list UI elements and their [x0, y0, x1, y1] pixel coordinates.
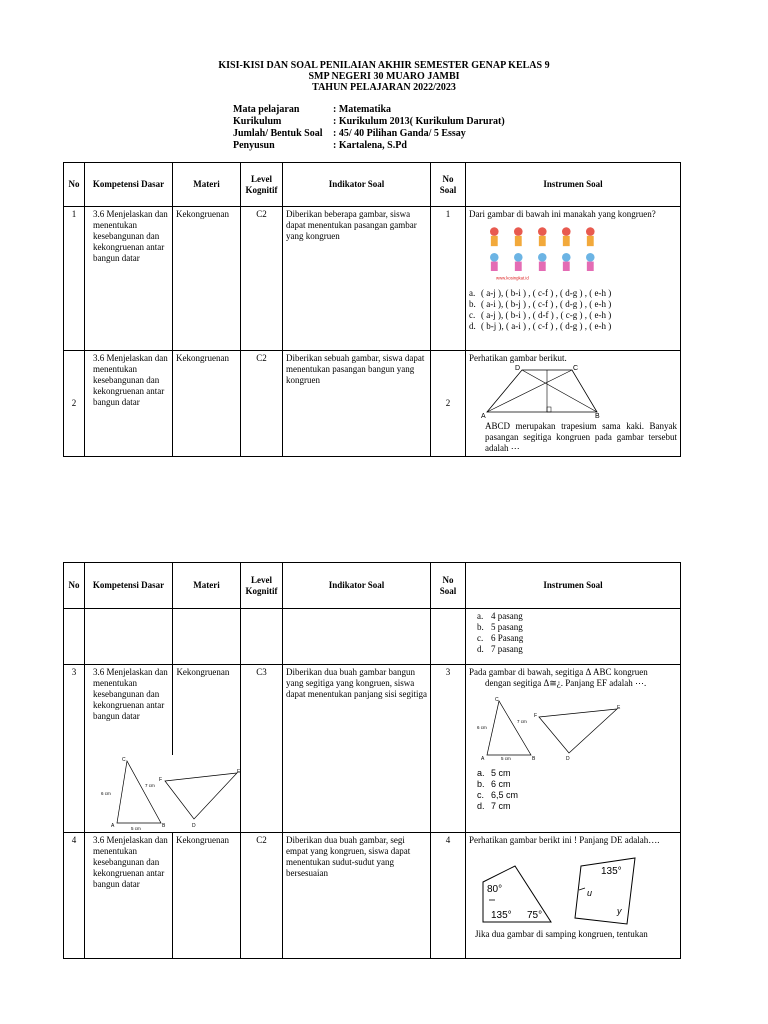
- svg-text:E: E: [617, 705, 621, 711]
- option-c[interactable]: c. ( a-j ), ( b-i ) , ( d-f ) , ( c-g ) , ( e-h ): [469, 310, 612, 320]
- question-text: Dari gambar di bawah ini manakah yang kongruen?: [469, 209, 656, 219]
- col-no: No: [64, 163, 85, 207]
- svg-text:5 cm: 5 cm: [131, 826, 141, 831]
- option-a[interactable]: a. 4 pasang: [477, 611, 523, 621]
- grid-table-2: [63, 562, 681, 959]
- meta-row-curriculum: Kurikulum : Kurikulum 2013( Kurikulum Darurat): [233, 116, 505, 127]
- svg-text:C: C: [122, 757, 126, 763]
- question-text-b: dengan segitiga Δ≅¿. Panjang EF adalah ⋯.: [485, 678, 647, 688]
- svg-text:135°: 135°: [491, 910, 512, 921]
- svg-text:D: D: [566, 756, 570, 762]
- options-list: [469, 288, 677, 332]
- options-list: [469, 768, 677, 812]
- option-a[interactable]: a. ( a-j ), ( b-i ) , ( c-f ) , ( d-g ) , ( e-h ): [469, 288, 612, 298]
- table-row: 2 3.6 Menjelaskan dan menentukan kesebangunan dan kekongruenan antar bangun datar Kekongruenan C2 Diberikan sebuah gambar, siswa dapat menentukan pasangan bangun yang kongruen 2 Perhatikan gambar berikut. A B C D ABCD merupakan trapesium sama kaki. Banyak pasangan segitiga kongruen pada gambar tersebut adalah ⋯: [64, 351, 681, 457]
- grid-table-1: [63, 162, 681, 457]
- instrumen-cell-1: [466, 207, 681, 351]
- col-instrumen: Instrumen Soal: [466, 163, 681, 207]
- meta-row-count: Jumlah/ Bentuk Soal : 45/ 40 Pilihan Ganda/ 5 Essay: [233, 128, 466, 139]
- option-d[interactable]: d. 7 cm: [477, 801, 511, 811]
- instrumen-cell-3: [466, 665, 681, 833]
- table-row: 1 3.6 Menjelaskan dan menentukan kesebangunan dan kekongruenan antar bangun datar Kekongruenan C2 Diberikan beberapa gambar, siswa dapat menentukan pasangan gambar yang kongruen 1 Dari gambar di bawah ini manakah yang kongruen? www.kosingkat.id a. ( a-j ), ( b-i ) , ( c-f ) , ( d-g ) , ( e-h ) b. ( a-i ), ( b-j ) , ( c-f ) , ( d-g ) , ( e-h ) c. ( a-j ), ( b-i ) , ( d-f ) , ( c-g ) , ( e-h ) d. ( b-j ), ( a-i ) , ( c-f ) , ( d-g ) , ( e-h ): [64, 207, 681, 351]
- option-b[interactable]: b. 6 cm: [477, 779, 511, 789]
- col-materi: Materi: [173, 163, 241, 207]
- instrumen-cell-2: [466, 351, 681, 457]
- question-text-a: Pada gambar di bawah, segitiga Δ ABC kongruen: [469, 667, 648, 677]
- option-c[interactable]: c. 6 Pasang: [477, 633, 524, 643]
- col-materi: Materi: [173, 563, 241, 609]
- svg-text:C: C: [495, 697, 499, 703]
- table-row: 4 3.6 Menjelaskan dan menentukan kesebangunan dan kekongruenan antar bangun datar Kekongruenan C2 Diberikan dua buah gambar, segi empat yang kongruen, siswa dapat menentukan sudut-sudut yang bersesuaian 4 Perhatikan gambar berikt ini ! Panjang DE adalah…. 80° 135° 75° 135° u y Jika dua gambar di samping kongruen, tentukan: [64, 833, 681, 959]
- svg-text:B: B: [532, 756, 536, 762]
- col-kd: Kompetensi Dasar: [85, 163, 173, 207]
- kids-illustration: [469, 223, 679, 283]
- svg-text:E: E: [237, 769, 241, 775]
- meta-row-author: Penyusun : Kartalena, S.Pd: [233, 140, 407, 151]
- col-instrumen: Instrumen Soal: [466, 563, 681, 609]
- table-row: 3 3.6 Menjelaskan dan menentukan kesebangunan dan kekongruenan antar bangun datar Kekongruenan C A B F E D 6 cm 7 cm 5 cm C3 Diberikan dua buah gambar bangun yang segitiga yang kongruen, siswa dapat menentukan panjang sisi segitiga 3 Pada gambar di bawah, segitiga Δ ABC kongruen dengan segitiga Δ≅¿. Panjang EF adalah ⋯. C A B F E D 6 cm 7 cm 5 cm a. 5 cm b. 6 cm c. 6,5 cm d. 7 cm: [64, 665, 681, 833]
- option-b[interactable]: b. ( a-i ), ( b-j ) , ( c-f ) , ( d-g ) , ( e-h ): [469, 299, 612, 309]
- svg-text:A: A: [481, 756, 485, 762]
- svg-text:y: y: [617, 906, 622, 916]
- doc-title-line3: TAHUN PELAJARAN 2022/2023: [312, 82, 456, 93]
- kd-materi-merged: 3.6 Menjelaskan dan menentukan kesebangunan dan kekongruenan antar bangun datar Kekongruenan C A B F E D 6 cm 7 cm 5 cm: [85, 665, 241, 833]
- triangle-figure-left: [89, 757, 239, 831]
- svg-text:135°: 135°: [601, 866, 622, 877]
- col-nosoal: No Soal: [431, 563, 466, 609]
- table-header-row: [64, 163, 681, 207]
- svg-text:6 cm: 6 cm: [477, 725, 487, 730]
- svg-text:5 cm: 5 cm: [501, 756, 511, 761]
- svg-text:75°: 75°: [527, 910, 543, 921]
- svg-text:F: F: [159, 777, 163, 783]
- meta-row-subject: Mata pelajaran : Matematika: [233, 104, 392, 115]
- svg-text:80°: 80°: [487, 884, 503, 895]
- instrumen-cell-4: [466, 833, 681, 959]
- options-list: [469, 611, 677, 655]
- instrumen-cell-2-cont: [466, 609, 681, 665]
- triangle-figure: [469, 695, 629, 765]
- svg-text:F: F: [534, 713, 538, 719]
- label-a: A: [481, 413, 486, 420]
- quadrilateral-figure: [469, 848, 669, 926]
- label-d: D: [515, 365, 521, 372]
- col-indikator: Indikator Soal: [283, 163, 431, 207]
- col-level: Level Kognitif: [241, 563, 283, 609]
- image-caption: www.kosingkat.id: [496, 275, 529, 281]
- col-indikator: Indikator Soal: [283, 563, 431, 609]
- meta-block: [233, 104, 505, 152]
- table-header-row: [64, 563, 681, 609]
- question-body: ABCD merupakan trapesium sama kaki. Banyak pasangan segitiga kongruen pada gambar tersebut adalah ⋯: [485, 421, 677, 453]
- question-text: Perhatikan gambar berikut.: [469, 353, 567, 363]
- col-nosoal: No Soal: [431, 163, 466, 207]
- svg-text:7 cm: 7 cm: [145, 783, 155, 788]
- svg-text:7 cm: 7 cm: [517, 719, 527, 724]
- col-no: No: [64, 563, 85, 609]
- svg-text:B: B: [162, 823, 166, 829]
- label-c: C: [573, 365, 579, 372]
- trapezoid-figure: [477, 364, 607, 418]
- doc-title-line2: SMP NEGERI 30 MUARO JAMBI: [308, 71, 460, 82]
- table-row: [64, 609, 681, 665]
- option-d[interactable]: d. ( b-j ), ( a-i ) , ( c-f ) , ( d-g ) , ( e-h ): [469, 321, 612, 331]
- label-b: B: [595, 413, 600, 420]
- question-body: Jika dua gambar di samping kongruen, tentukan: [475, 929, 648, 939]
- svg-text:D: D: [192, 823, 196, 829]
- option-a[interactable]: a. 5 cm: [477, 768, 511, 778]
- doc-title-line1: KISI-KISI DAN SOAL PENILAIAN AKHIR SEMESTER GENAP KELAS 9: [218, 60, 550, 71]
- question-text: Perhatikan gambar berikt ini ! Panjang DE adalah….: [469, 835, 660, 845]
- option-c[interactable]: c. 6,5 cm: [477, 790, 519, 800]
- svg-text:A: A: [111, 823, 115, 829]
- svg-text:6 cm: 6 cm: [101, 791, 111, 796]
- col-level: Level Kognitif: [241, 163, 283, 207]
- svg-text:u: u: [587, 888, 593, 898]
- option-d[interactable]: d. 7 pasang: [477, 644, 523, 654]
- option-b[interactable]: b. 5 pasang: [477, 622, 523, 632]
- col-kd: Kompetensi Dasar: [85, 563, 173, 609]
